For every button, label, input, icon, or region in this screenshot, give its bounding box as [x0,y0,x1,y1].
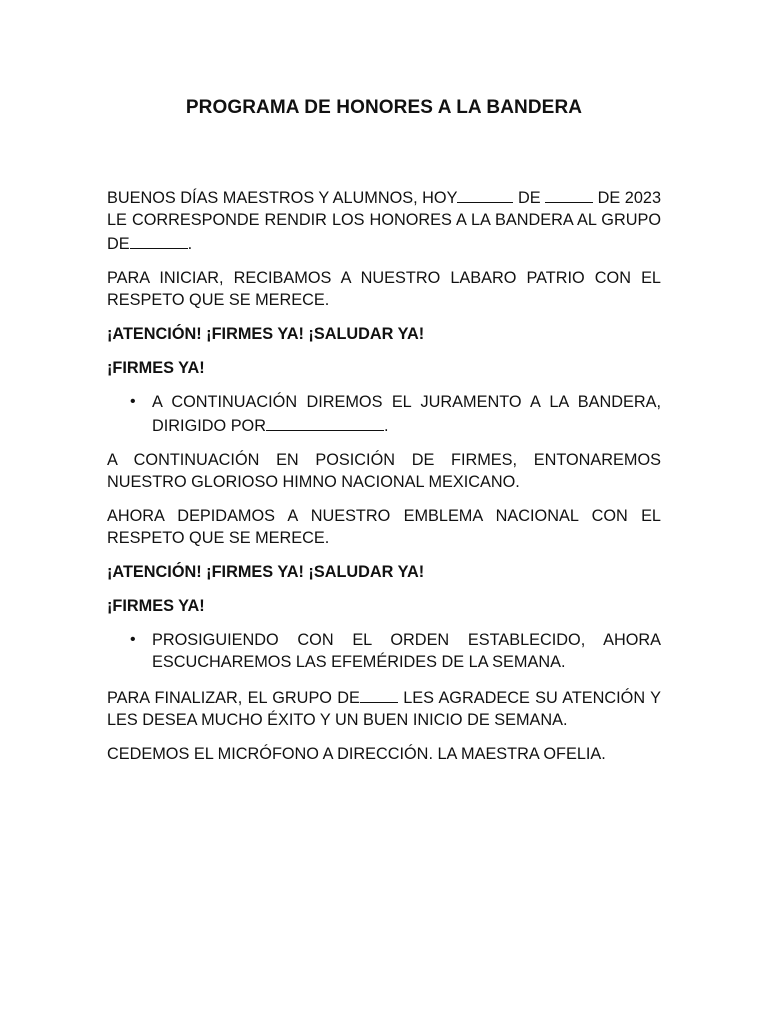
final-group-blank [360,685,398,703]
finalizar-text-2: LES AGRADECE SU ATENCIÓN Y LES DESEA MUCHO ÉXITO Y UN BUEN INICIO DE SEMANA. [107,689,661,729]
bullet-item-juramento [107,391,661,437]
bullet-efemerides-text: PROSIGUIENDO CON EL ORDEN ESTABLECIDO, AHORA ESCUCHAREMOS LAS EFEMÉRIDES DE LA SEMANA. [152,631,661,671]
group-blank [130,231,188,249]
month-blank [545,185,593,203]
command-attention-2: ¡ATENCIÓN! ¡FIRMES YA! ¡SALUDAR YA! [107,563,425,581]
para-himno: A CONTINUACIÓN EN POSICIÓN DE FIRMES, ENTONAREMOS NUESTRO GLORIOSO HIMNO NACIONAL MEXICANO. [107,451,661,491]
bullet-juramento-text: A CONTINUACIÓN DIREMOS EL JURAMENTO A LA BANDERA, DIRIGIDO POR [152,393,661,435]
command-firmes-2: ¡FIRMES YA! [107,597,205,615]
para-despedida: AHORA DEPIDAMOS A NUESTRO EMBLEMA NACIONAL CON EL RESPETO QUE SE MERECE. [107,507,661,547]
document-body [107,185,661,777]
intro-text-3: DE 2023 LE CORRESPONDE RENDIR LOS HONORES A LA BANDERA AL GRUPO DE [107,189,661,253]
document-title: PROGRAMA DE HONORES A LA BANDERA [185,97,583,118]
intro-paragraph [107,185,661,255]
para-cierre: CEDEMOS EL MICRÓFONO A DIRECCIÓN. LA MAESTRA OFELIA. [107,745,606,763]
intro-text-4: . [187,235,193,253]
director-blank [266,413,384,431]
command-attention-1: ¡ATENCIÓN! ¡FIRMES YA! ¡SALUDAR YA! [107,325,425,343]
para-finalizar [107,685,661,731]
day-blank [457,185,513,203]
bullet-juramento-end: . [383,417,389,435]
finalizar-text-1: PARA FINALIZAR, EL GRUPO DE [107,689,360,707]
bullet-item-efemerides [107,629,661,673]
command-firmes-1: ¡FIRMES YA! [107,359,205,377]
bullet-icon: • [130,631,136,648]
para-iniciar: PARA INICIAR, RECIBAMOS A NUESTRO LABARO PATRIO CON EL RESPETO QUE SE MERECE. [107,269,661,309]
intro-text-1: BUENOS DÍAS MAESTROS Y ALUMNOS, HOY [107,189,458,207]
bullet-icon: • [130,393,136,410]
intro-text-2: DE [513,189,546,207]
